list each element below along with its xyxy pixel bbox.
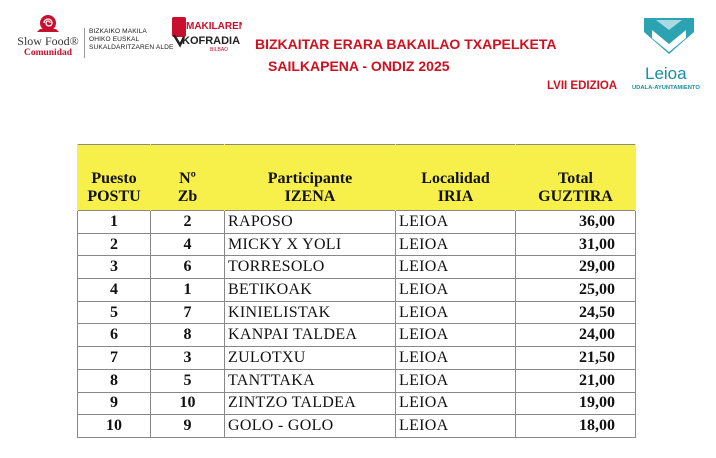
- cell-total: 19,00: [516, 392, 636, 415]
- table-row: [78, 301, 636, 324]
- cell-position: 4: [78, 279, 151, 302]
- header-locality: [396, 145, 516, 211]
- cell-locality: LEIOA: [396, 211, 516, 234]
- header-line: Localidad: [421, 170, 490, 187]
- table-row: [78, 279, 636, 302]
- cell-participant: MICKY X YOLI: [225, 233, 396, 256]
- cell-total: 21,00: [516, 369, 636, 392]
- cell-position: 7: [78, 347, 151, 370]
- header-line: Zb: [177, 188, 198, 205]
- cell-number: 8: [151, 324, 225, 347]
- slow-food-logo: [8, 14, 88, 60]
- table-row: [78, 211, 636, 234]
- cell-locality: LEIOA: [396, 279, 516, 302]
- slow-food-line: OHIKO EUSKAL: [89, 36, 140, 43]
- header-position: [78, 145, 151, 211]
- header-line: IZENA: [284, 188, 336, 205]
- table-row: [78, 392, 636, 415]
- table-row: [78, 324, 636, 347]
- makilaren-middle-text: KOFRADIA: [182, 35, 241, 47]
- cell-position: 3: [78, 256, 151, 279]
- cell-locality: LEIOA: [396, 301, 516, 324]
- table-row: [78, 369, 636, 392]
- cell-position: 10: [78, 415, 151, 438]
- cell-number: 6: [151, 256, 225, 279]
- makilaren-bottom-text: BILBAO: [210, 47, 229, 53]
- slow-food-name: Slow Food®: [17, 34, 79, 48]
- page-title: BIZKAITAR ERARA BAKAILAO TXAPELKETA: [255, 36, 557, 52]
- cell-locality: LEIOA: [396, 256, 516, 279]
- results-table: [77, 144, 636, 438]
- cell-position: 8: [78, 369, 151, 392]
- cell-participant: KINIELISTAK: [225, 301, 396, 324]
- leioa-shield-icon: [642, 16, 702, 62]
- slow-food-line: SUKALDARITZAREN ALDE: [89, 44, 174, 51]
- cell-participant: BETIKOAK: [225, 279, 396, 302]
- cell-locality: LEIOA: [396, 233, 516, 256]
- makilaren-kofradia-logo: [170, 15, 242, 59]
- cell-locality: LEIOA: [396, 347, 516, 370]
- cell-locality: LEIOA: [396, 369, 516, 392]
- cell-locality: LEIOA: [396, 392, 516, 415]
- cell-position: 1: [78, 211, 151, 234]
- logo-divider: [84, 28, 85, 58]
- cell-total: 36,00: [516, 211, 636, 234]
- table-row: [78, 256, 636, 279]
- slow-food-text: [89, 28, 179, 52]
- slow-food-line: BIZKAIKO MAKILA: [89, 28, 147, 35]
- cell-number: 3: [151, 347, 225, 370]
- header-line: Nº: [179, 170, 196, 187]
- cell-total: 24,00: [516, 324, 636, 347]
- leioa-logo: [628, 16, 714, 96]
- cell-total: 29,00: [516, 256, 636, 279]
- cell-participant: TANTTAKA: [225, 369, 396, 392]
- header-line: Participante: [267, 170, 353, 187]
- table-row: [78, 233, 636, 256]
- header-line: Total: [558, 170, 593, 187]
- cell-participant: TORRESOLO: [225, 256, 396, 279]
- cell-position: 5: [78, 301, 151, 324]
- cell-total: 21,50: [516, 347, 636, 370]
- leioa-subtitle: UDALA-AYUNTAMIENTO: [632, 85, 700, 91]
- kofradia-emblem-icon: [170, 15, 242, 59]
- header-line: IRIA: [437, 188, 474, 205]
- cell-position: 2: [78, 233, 151, 256]
- slow-food-subtitle: Comunidad: [23, 48, 73, 58]
- cell-number: 1: [151, 279, 225, 302]
- cell-position: 6: [78, 324, 151, 347]
- cell-participant: ZINTZO TALDEA: [225, 392, 396, 415]
- table-row: [78, 347, 636, 370]
- page-subtitle: SAILKAPENA - ONDIZ 2025: [268, 58, 450, 74]
- cell-participant: ZULOTXU: [225, 347, 396, 370]
- snail-icon: [35, 14, 61, 34]
- cell-number: 9: [151, 415, 225, 438]
- cell-position: 9: [78, 392, 151, 415]
- cell-total: 24,50: [516, 301, 636, 324]
- cell-number: 10: [151, 392, 225, 415]
- cell-number: 7: [151, 301, 225, 324]
- header-total: [516, 145, 636, 211]
- header-line: Puesto: [91, 170, 137, 187]
- table-header-row: [78, 145, 636, 211]
- header-line: POSTU: [87, 188, 141, 205]
- cell-number: 4: [151, 233, 225, 256]
- makilaren-top-text: MAKILAREN: [186, 21, 242, 32]
- cell-number: 5: [151, 369, 225, 392]
- cell-participant: GOLO - GOLO: [225, 415, 396, 438]
- cell-total: 25,00: [516, 279, 636, 302]
- header-participant: [225, 145, 396, 211]
- header-line: GUZTIRA: [538, 188, 613, 205]
- cell-locality: LEIOA: [396, 324, 516, 347]
- cell-total: 18,00: [516, 415, 636, 438]
- leioa-name: Leioa: [645, 64, 687, 83]
- cell-locality: LEIOA: [396, 415, 516, 438]
- header-number: [151, 145, 225, 211]
- cell-number: 2: [151, 211, 225, 234]
- table-row: [78, 415, 636, 438]
- cell-participant: RAPOSO: [225, 211, 396, 234]
- cell-total: 31,00: [516, 233, 636, 256]
- cell-participant: KANPAI TALDEA: [225, 324, 396, 347]
- edition-label: LVII EDIZIOA: [547, 80, 618, 92]
